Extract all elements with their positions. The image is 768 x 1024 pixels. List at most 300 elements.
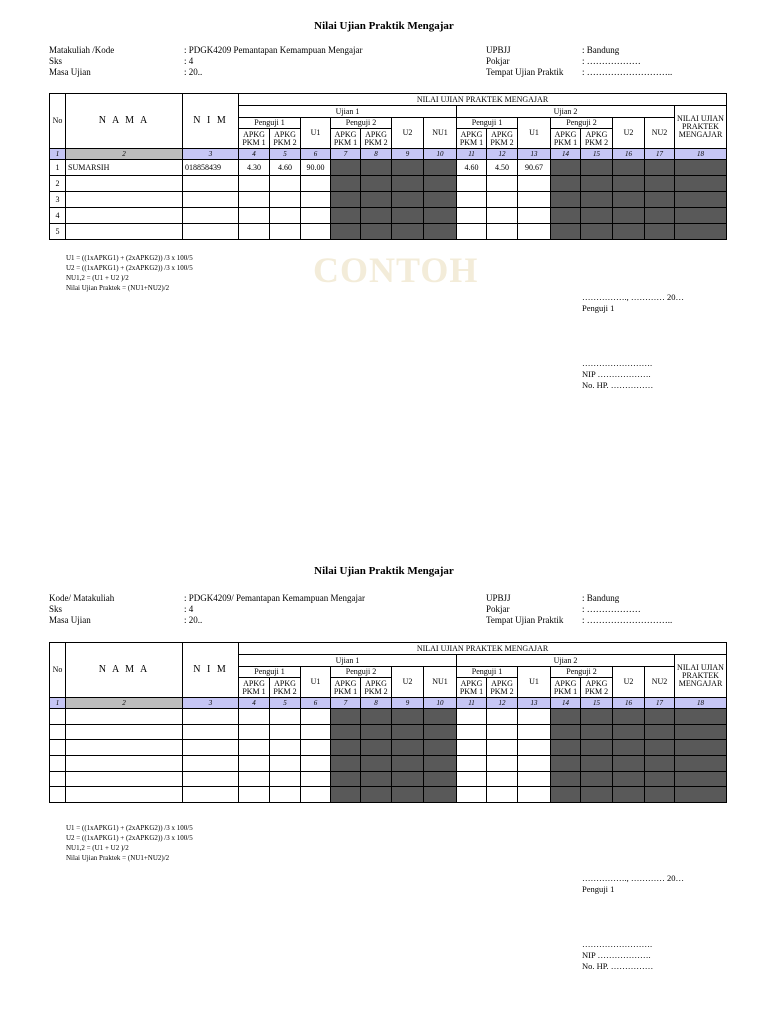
column-number: 8 (361, 698, 392, 709)
header-u2: U2 (392, 118, 424, 149)
shaded-cell (645, 208, 675, 224)
header-no: No (50, 94, 66, 149)
header-penguji-2: Penguji 2 (331, 118, 392, 129)
apkg-pkm-1-cell[interactable] (239, 740, 270, 756)
u1-cell[interactable] (518, 724, 551, 740)
header-apkg-pkm-1: APKG PKM 1 (239, 129, 270, 149)
signature-space (582, 895, 684, 939)
header-apkg-pkm-2: APKG PKM 2 (581, 678, 613, 698)
header-u2: U2 (613, 118, 645, 149)
header-no: No (50, 643, 66, 698)
apkg-pkm-2-cell[interactable] (270, 224, 301, 240)
info-block (486, 45, 563, 78)
shaded-cell (675, 709, 727, 725)
u1-cell[interactable] (518, 709, 551, 725)
info-block (49, 593, 114, 626)
apkg-pkm-2-cell[interactable] (487, 224, 518, 240)
header-apkg-pkm-1: APKG PKM 1 (551, 129, 581, 149)
shaded-cell (331, 208, 361, 224)
formula-line: Nilai Ujian Praktek = (NU1+NU2)/2 (66, 854, 170, 862)
column-number: 5 (270, 698, 301, 709)
shaded-cell (392, 756, 424, 772)
shaded-cell (551, 709, 581, 725)
info-block (582, 45, 672, 78)
formula-line: U2 = ((1xAPKG1) + (2xAPKG2)) /3 x 100/5 (66, 264, 193, 272)
apkg-pkm-2-cell[interactable] (487, 192, 518, 208)
shaded-cell (424, 224, 457, 240)
signature-role: Penguji 1 (582, 884, 615, 894)
header-apkg-pkm-2: APKG PKM 2 (270, 129, 301, 149)
apkg-pkm-1-cell[interactable] (239, 176, 270, 192)
shaded-cell (613, 771, 645, 787)
shaded-cell (392, 709, 424, 725)
apkg-pkm-2-cell[interactable] (270, 740, 301, 756)
shaded-cell (392, 771, 424, 787)
u1-cell[interactable] (518, 787, 551, 803)
shaded-cell (331, 771, 361, 787)
apkg-pkm-1-cell[interactable] (457, 740, 487, 756)
info-value: : Bandung (582, 45, 620, 55)
shaded-cell (551, 160, 581, 176)
row-number[interactable] (50, 709, 66, 725)
info-label: UPBJJ (486, 45, 511, 55)
signature-date: ……………., ………… 20… (582, 292, 684, 302)
column-number: 11 (457, 149, 487, 160)
shaded-cell (581, 756, 613, 772)
shaded-cell (551, 740, 581, 756)
shaded-cell (613, 224, 645, 240)
shaded-cell (424, 208, 457, 224)
info-block (582, 593, 672, 626)
column-number: 13 (518, 149, 551, 160)
column-number: 17 (645, 698, 675, 709)
shaded-cell (645, 756, 675, 772)
header-penguji-2: Penguji 2 (551, 118, 613, 129)
student-name-cell[interactable] (66, 224, 183, 240)
header-apkg-pkm-2: APKG PKM 2 (361, 129, 392, 149)
column-number: 14 (551, 149, 581, 160)
header-nu1: NU1 (424, 118, 457, 149)
u1-cell[interactable] (518, 740, 551, 756)
shaded-cell (581, 724, 613, 740)
student-name-cell[interactable] (66, 756, 183, 772)
apkg-pkm-1-cell[interactable] (239, 224, 270, 240)
column-number: 4 (239, 698, 270, 709)
header-apkg-pkm-1: APKG PKM 1 (239, 678, 270, 698)
shaded-cell (424, 176, 457, 192)
shaded-cell (392, 724, 424, 740)
column-number: 9 (392, 698, 424, 709)
signature-phone: No. HP. …………… (582, 961, 654, 971)
column-number: 2 (66, 698, 183, 709)
shaded-cell (331, 160, 361, 176)
info-value: : ……………… (582, 604, 641, 614)
apkg-pkm-2-cell[interactable] (487, 724, 518, 740)
shaded-cell (645, 724, 675, 740)
header-nama: N A M A (66, 643, 183, 698)
column-number: 18 (675, 149, 727, 160)
shaded-cell (392, 787, 424, 803)
row-number[interactable]: 4 (50, 208, 66, 224)
shaded-cell (361, 740, 392, 756)
student-nim-cell[interactable] (183, 771, 239, 787)
formula-line: U1 = ((1xAPKG1) + (2xAPKG2)) /3 x 100/5 (66, 254, 193, 262)
column-number: 4 (239, 149, 270, 160)
header-u1: U1 (518, 118, 551, 149)
shaded-cell (424, 771, 457, 787)
header-apkg-pkm-2: APKG PKM 2 (581, 129, 613, 149)
shaded-cell (675, 192, 727, 208)
row-number[interactable] (50, 787, 66, 803)
apkg-pkm-1-cell[interactable] (239, 208, 270, 224)
apkg-pkm-1-cell[interactable] (457, 756, 487, 772)
info-value: : PDGK4209/ Pemantapan Kemampuan Mengajar (184, 593, 365, 603)
apkg-pkm-1-cell[interactable] (457, 787, 487, 803)
apkg-pkm-1-cell[interactable] (239, 756, 270, 772)
score-table (49, 642, 727, 803)
u1-cell[interactable] (301, 787, 331, 803)
apkg-pkm-2-cell[interactable] (487, 709, 518, 725)
apkg-pkm-1-cell[interactable] (239, 771, 270, 787)
column-number: 6 (301, 698, 331, 709)
header-penguji-2: Penguji 2 (551, 667, 613, 678)
column-number: 10 (424, 149, 457, 160)
info-label: Sks (49, 604, 63, 614)
info-value: : 4 (184, 604, 194, 614)
shaded-cell (551, 724, 581, 740)
apkg-pkm-2-cell[interactable] (270, 176, 301, 192)
column-number: 11 (457, 698, 487, 709)
column-number: 12 (487, 149, 518, 160)
shaded-cell (551, 208, 581, 224)
table-row (50, 771, 727, 787)
apkg-pkm-2-cell[interactable] (487, 771, 518, 787)
u1-cell[interactable] (518, 771, 551, 787)
student-nim-cell[interactable] (183, 709, 239, 725)
u1-cell[interactable] (518, 192, 551, 208)
shaded-cell (361, 192, 392, 208)
column-number: 7 (331, 698, 361, 709)
info-label: Tempat Ujian Praktik (486, 67, 564, 77)
u1-cell[interactable] (301, 740, 331, 756)
apkg-pkm-2-cell[interactable]: 4.50 (487, 160, 518, 176)
shaded-cell (645, 771, 675, 787)
score-table (49, 93, 727, 240)
u1-cell[interactable] (301, 224, 331, 240)
shaded-cell (331, 787, 361, 803)
student-name-cell[interactable] (66, 176, 183, 192)
shaded-cell (331, 724, 361, 740)
header-u1: U1 (301, 118, 331, 149)
shaded-cell (392, 192, 424, 208)
shaded-cell (675, 208, 727, 224)
row-number[interactable] (50, 771, 66, 787)
student-name-cell[interactable] (66, 787, 183, 803)
shaded-cell (613, 208, 645, 224)
apkg-pkm-2-cell[interactable] (270, 192, 301, 208)
student-nim-cell[interactable] (183, 740, 239, 756)
row-number[interactable] (50, 740, 66, 756)
formula-notes (66, 823, 193, 863)
shaded-cell (645, 160, 675, 176)
info-value: : Bandung (582, 593, 620, 603)
student-nim-cell[interactable] (183, 756, 239, 772)
apkg-pkm-2-cell[interactable]: 4.60 (270, 160, 301, 176)
shaded-cell (361, 208, 392, 224)
shaded-cell (424, 160, 457, 176)
info-value: : ……………………….. (582, 615, 673, 625)
apkg-pkm-2-cell[interactable] (487, 756, 518, 772)
signature-nip: NIP ………………. (582, 950, 651, 960)
shaded-cell (551, 224, 581, 240)
shaded-cell (581, 176, 613, 192)
info-value: : 20.. (184, 67, 203, 77)
apkg-pkm-1-cell[interactable] (239, 192, 270, 208)
shaded-cell (551, 176, 581, 192)
u1-cell[interactable] (301, 756, 331, 772)
column-number: 15 (581, 698, 613, 709)
column-number: 2 (66, 149, 183, 160)
shaded-cell (551, 192, 581, 208)
column-number: 6 (301, 149, 331, 160)
info-block (486, 593, 563, 626)
apkg-pkm-1-cell[interactable] (457, 224, 487, 240)
signature-block (582, 873, 684, 972)
signature-space (582, 314, 684, 358)
header-final-score: NILAI UJIAN PRAKTEK MENGAJAR (675, 106, 727, 149)
header-nama: N A M A (66, 94, 183, 149)
header-penguji-1: Penguji 1 (457, 118, 518, 129)
header-apkg-pkm-2: APKG PKM 2 (270, 678, 301, 698)
header-u1: U1 (518, 667, 551, 698)
header-nim: N I M (183, 643, 239, 698)
apkg-pkm-2-cell[interactable] (270, 724, 301, 740)
student-name-cell[interactable] (66, 771, 183, 787)
header-nim: N I M (183, 94, 239, 149)
row-number[interactable]: 5 (50, 224, 66, 240)
info-label: Tempat Ujian Praktik (486, 615, 564, 625)
form-title: Nilai Ujian Praktik Mengajar (314, 20, 454, 32)
column-number: 17 (645, 149, 675, 160)
u1-cell[interactable] (301, 724, 331, 740)
shaded-cell (613, 176, 645, 192)
shaded-cell (675, 176, 727, 192)
shaded-cell (675, 224, 727, 240)
header-ujian-1: Ujian 1 (239, 106, 457, 118)
shaded-cell (424, 724, 457, 740)
header-apkg-pkm-2: APKG PKM 2 (361, 678, 392, 698)
shaded-cell (613, 160, 645, 176)
student-nim-cell[interactable] (183, 192, 239, 208)
u1-cell[interactable] (301, 709, 331, 725)
student-name-cell[interactable]: SUMARSIH (66, 160, 183, 176)
shaded-cell (361, 160, 392, 176)
table-row (50, 709, 727, 725)
shaded-cell (331, 709, 361, 725)
shaded-cell (392, 208, 424, 224)
signature-block (582, 292, 684, 391)
shaded-cell (424, 709, 457, 725)
info-value: : 20.. (184, 615, 203, 625)
shaded-cell (331, 756, 361, 772)
student-name-cell[interactable] (66, 740, 183, 756)
row-number[interactable]: 2 (50, 176, 66, 192)
info-value: : ……………… (582, 56, 641, 66)
shaded-cell (392, 740, 424, 756)
shaded-cell (581, 740, 613, 756)
student-nim-cell[interactable] (183, 724, 239, 740)
header-u1: U1 (301, 667, 331, 698)
student-nim-cell[interactable]: 018858439 (183, 160, 239, 176)
shaded-cell (361, 724, 392, 740)
column-number: 8 (361, 149, 392, 160)
shaded-cell (551, 787, 581, 803)
apkg-pkm-1-cell[interactable] (457, 192, 487, 208)
shaded-cell (424, 192, 457, 208)
table-row (50, 160, 727, 176)
apkg-pkm-2-cell[interactable] (270, 208, 301, 224)
form-title: Nilai Ujian Praktik Mengajar (314, 565, 454, 577)
apkg-pkm-2-cell[interactable] (487, 740, 518, 756)
u1-cell[interactable]: 90.00 (301, 160, 331, 176)
student-nim-cell[interactable] (183, 208, 239, 224)
shaded-cell (551, 771, 581, 787)
shaded-cell (424, 787, 457, 803)
u1-cell[interactable]: 90.67 (518, 160, 551, 176)
table-row (50, 787, 727, 803)
shaded-cell (361, 756, 392, 772)
info-label: Pokjar (486, 604, 510, 614)
signature-role: Penguji 1 (582, 303, 615, 313)
row-number[interactable] (50, 756, 66, 772)
apkg-pkm-2-cell[interactable] (487, 176, 518, 192)
header-ujian-1: Ujian 1 (239, 655, 457, 667)
u1-cell[interactable] (518, 756, 551, 772)
column-number: 1 (50, 149, 66, 160)
column-number: 3 (183, 698, 239, 709)
shaded-cell (613, 740, 645, 756)
student-name-cell[interactable] (66, 709, 183, 725)
u1-cell[interactable] (518, 208, 551, 224)
shaded-cell (645, 709, 675, 725)
u1-cell[interactable] (518, 176, 551, 192)
signature-phone: No. HP. …………… (582, 380, 654, 390)
shaded-cell (581, 192, 613, 208)
shaded-cell (392, 224, 424, 240)
row-number[interactable]: 1 (50, 160, 66, 176)
student-nim-cell[interactable] (183, 787, 239, 803)
shaded-cell (361, 771, 392, 787)
table-row (50, 224, 727, 240)
formula-line: NU1,2 = (U1 + U2 )/2 (66, 274, 129, 282)
student-name-cell[interactable] (66, 724, 183, 740)
apkg-pkm-1-cell[interactable] (239, 709, 270, 725)
student-nim-cell[interactable] (183, 176, 239, 192)
apkg-pkm-1-cell[interactable] (457, 208, 487, 224)
student-name-cell[interactable] (66, 192, 183, 208)
column-number: 15 (581, 149, 613, 160)
shaded-cell (613, 709, 645, 725)
apkg-pkm-2-cell[interactable] (487, 208, 518, 224)
shaded-cell (613, 192, 645, 208)
signature-date: ……………., ………… 20… (582, 873, 684, 883)
table-row (50, 208, 727, 224)
column-number: 3 (183, 149, 239, 160)
info-label: Pokjar (486, 56, 510, 66)
shaded-cell (645, 740, 675, 756)
header-u2: U2 (392, 667, 424, 698)
shaded-cell (645, 176, 675, 192)
row-number[interactable] (50, 724, 66, 740)
shaded-cell (392, 160, 424, 176)
shaded-cell (645, 192, 675, 208)
apkg-pkm-1-cell[interactable] (457, 771, 487, 787)
column-number: 1 (50, 698, 66, 709)
row-number[interactable]: 3 (50, 192, 66, 208)
table-row (50, 192, 727, 208)
apkg-pkm-2-cell[interactable] (487, 787, 518, 803)
formula-line: Nilai Ujian Praktek = (NU1+NU2)/2 (66, 284, 170, 292)
column-number: 7 (331, 149, 361, 160)
header-ujian-2: Ujian 2 (457, 106, 675, 118)
info-block (184, 593, 365, 626)
column-number: 9 (392, 149, 424, 160)
u1-cell[interactable] (301, 176, 331, 192)
info-label: Kode/ Matakuliah (49, 593, 115, 603)
header-nu2: NU2 (645, 118, 675, 149)
apkg-pkm-1-cell[interactable] (457, 724, 487, 740)
info-block (49, 45, 114, 78)
apkg-pkm-1-cell[interactable] (457, 709, 487, 725)
apkg-pkm-1-cell[interactable]: 4.60 (457, 160, 487, 176)
shaded-cell (675, 160, 727, 176)
info-block (184, 45, 362, 78)
info-value: : ……………………….. (582, 67, 673, 77)
shaded-cell (361, 176, 392, 192)
apkg-pkm-2-cell[interactable] (270, 771, 301, 787)
shaded-cell (361, 224, 392, 240)
shaded-cell (331, 224, 361, 240)
table-row (50, 740, 727, 756)
header-apkg-pkm-1: APKG PKM 1 (551, 678, 581, 698)
u1-cell[interactable] (301, 208, 331, 224)
apkg-pkm-2-cell[interactable] (270, 756, 301, 772)
apkg-pkm-1-cell[interactable] (239, 724, 270, 740)
apkg-pkm-2-cell[interactable] (270, 787, 301, 803)
header-u2: U2 (613, 667, 645, 698)
apkg-pkm-1-cell[interactable]: 4.30 (239, 160, 270, 176)
shaded-cell (361, 709, 392, 725)
header-apkg-pkm-1: APKG PKM 1 (331, 129, 361, 149)
header-nu2: NU2 (645, 667, 675, 698)
u1-cell[interactable] (301, 192, 331, 208)
apkg-pkm-1-cell[interactable] (239, 787, 270, 803)
signature-nip: NIP ………………. (582, 369, 651, 379)
column-number: 12 (487, 698, 518, 709)
header-apkg-pkm-1: APKG PKM 1 (457, 678, 487, 698)
apkg-pkm-1-cell[interactable] (457, 176, 487, 192)
student-name-cell[interactable] (66, 208, 183, 224)
shaded-cell (581, 160, 613, 176)
table-row (50, 724, 727, 740)
u1-cell[interactable] (301, 771, 331, 787)
watermark: CONTOH (313, 250, 479, 290)
u1-cell[interactable] (518, 224, 551, 240)
table-row (50, 176, 727, 192)
apkg-pkm-2-cell[interactable] (270, 709, 301, 725)
header-final-score: NILAI UJIAN PRAKTEK MENGAJAR (675, 655, 727, 698)
student-nim-cell[interactable] (183, 224, 239, 240)
